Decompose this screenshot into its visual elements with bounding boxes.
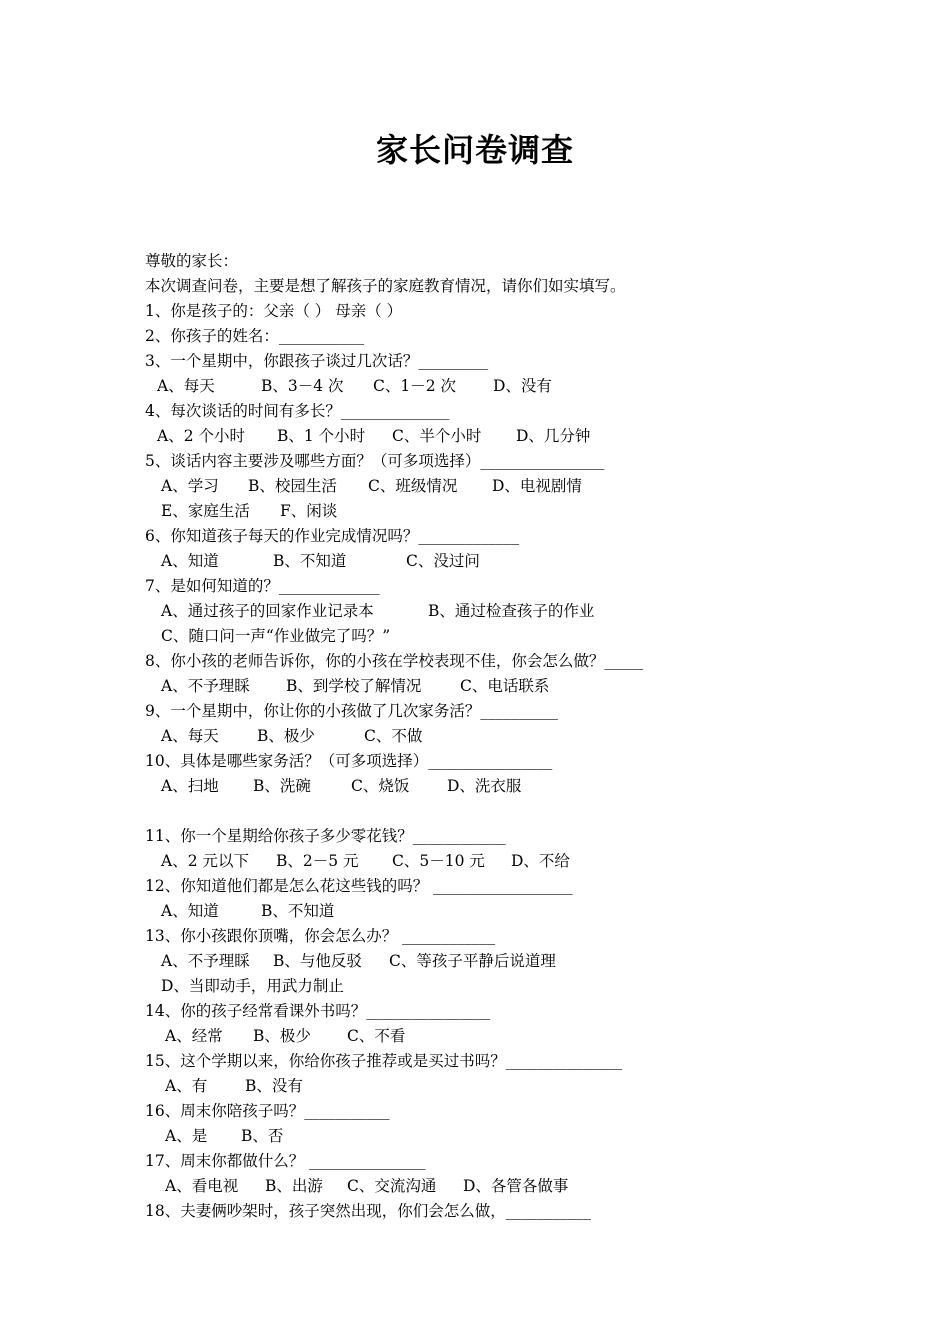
question-11: 11、你一个星期给你孩子多少零花钱？____________ <box>145 827 506 845</box>
option: B、不知道 <box>273 552 347 570</box>
question-7: 7、是如何知道的？_____________ <box>145 577 380 595</box>
option: D、当即动手，用武力制止 <box>161 977 344 995</box>
option: A、经常 <box>165 1027 223 1045</box>
question-7-options-row1 <box>145 599 845 624</box>
option: B、1 个小时 <box>277 427 366 445</box>
questionnaire <box>145 249 845 1224</box>
option: A、通过孩子的回家作业记录本 <box>161 602 374 620</box>
option: B、校园生活 <box>248 477 337 495</box>
option: C、半个小时 <box>392 427 482 445</box>
option: B、到学校了解情况 <box>286 677 422 695</box>
question-5: 5、谈话内容主要涉及哪些方面？（可多项选择）________________ <box>145 452 605 470</box>
option: E、家庭生活 <box>161 502 250 520</box>
greeting: 尊敬的家长： <box>145 252 239 270</box>
option: A、2 元以下 <box>161 852 249 870</box>
option: D、不给 <box>511 852 570 870</box>
question-12: 12、你知道他们都是怎么花这些钱的吗？ __________________ <box>145 877 573 895</box>
question-6-options <box>145 549 845 574</box>
option: C、班级情况 <box>368 477 458 495</box>
question-17: 17、周末你都做什么？ _______________ <box>145 1152 426 1170</box>
option: A、知道 <box>161 552 219 570</box>
question-15-options <box>145 1074 845 1099</box>
question-14: 14、你的孩子经常看课外书吗？________________ <box>145 1002 491 1020</box>
question-8: 8、你小孩的老师告诉你，你的小孩在学校表现不佳，你会怎么做？_____ <box>145 652 644 670</box>
option: B、没有 <box>245 1077 303 1095</box>
question-4: 4、每次谈话的时间有多长？______________ <box>145 402 450 420</box>
question-14-options <box>145 1024 845 1049</box>
question-10: 10、具体是哪些家务活？（可多项选择）________________ <box>145 752 553 770</box>
option: D、洗衣服 <box>447 777 522 795</box>
option: A、不予理睬 <box>161 952 250 970</box>
option: A、是 <box>165 1127 208 1145</box>
question-10-options <box>145 774 845 799</box>
question-13: 13、你小孩跟你顶嘴，你会怎么办？ ____________ <box>145 927 496 945</box>
option: D、各管各做事 <box>463 1177 569 1195</box>
option: A、扫地 <box>161 777 219 795</box>
option: C、5－10 元 <box>392 852 485 870</box>
question-5-options-row2 <box>145 499 845 524</box>
option: A、2 个小时 <box>157 427 245 445</box>
option: A、不予理睬 <box>161 677 250 695</box>
option: C、电话联系 <box>460 677 550 695</box>
question-3-options <box>145 374 845 399</box>
question-3: 3、一个星期中，你跟孩子谈过几次话？_________ <box>145 352 489 370</box>
option: F、闲谈 <box>280 502 338 520</box>
option: B、极少 <box>253 1027 311 1045</box>
question-9-options <box>145 724 845 749</box>
option: A、看电视 <box>165 1177 239 1195</box>
question-17-options <box>145 1174 845 1199</box>
option: B、与他反驳 <box>273 952 362 970</box>
option: C、1－2 次 <box>373 377 457 395</box>
option: C、交流沟通 <box>347 1177 437 1195</box>
question-18: 18、夫妻俩吵架时，孩子突然出现，你们会怎么做，___________ <box>145 1202 591 1220</box>
option: B、3－4 次 <box>261 377 344 395</box>
question-6: 6、你知道孩子每天的作业完成情况吗？_____________ <box>145 527 520 545</box>
question-13-options-row2 <box>145 974 845 999</box>
option: B、通过检查孩子的作业 <box>428 602 595 620</box>
option: C、等孩子平静后说道理 <box>389 952 556 970</box>
option: D、几分钟 <box>516 427 591 445</box>
question-12-options <box>145 899 845 924</box>
option: B、出游 <box>265 1177 323 1195</box>
option: A、每天 <box>161 727 219 745</box>
option: C、不做 <box>364 727 423 745</box>
option: B、不知道 <box>261 902 335 920</box>
option: B、洗碗 <box>253 777 311 795</box>
question-4-options <box>145 424 845 449</box>
question-15: 15、这个学期以来，你给你孩子推荐或是买过书吗？_______________ <box>145 1052 622 1070</box>
option: C、没过问 <box>406 552 480 570</box>
intro-text: 本次调查问卷，主要是想了解孩子的家庭教育情况，请你们如实填写。 <box>145 277 626 295</box>
page-title: 家长问卷调查 <box>375 131 574 169</box>
option: B、2－5 元 <box>276 852 359 870</box>
option: D、没有 <box>493 377 552 395</box>
option: C、不看 <box>347 1027 406 1045</box>
option: C、烧饭 <box>351 777 410 795</box>
option: A、有 <box>165 1077 208 1095</box>
question-16: 16、周末你陪孩子吗？___________ <box>145 1102 390 1120</box>
option: B、否 <box>241 1127 284 1145</box>
question-1: 1、你是孩子的：父亲（ ） 母亲（ ） <box>145 302 403 320</box>
spacer <box>145 799 845 824</box>
question-2: 2、你孩子的姓名：___________ <box>145 327 365 345</box>
option: A、学习 <box>161 477 219 495</box>
question-11-options <box>145 849 845 874</box>
question-8-options <box>145 674 845 699</box>
option: A、每天 <box>157 377 215 395</box>
question-7-options-row2 <box>145 624 845 649</box>
question-13-options-row1 <box>145 949 845 974</box>
question-5-options-row1 <box>145 474 845 499</box>
option: D、电视剧情 <box>492 477 582 495</box>
question-9: 9、一个星期中，你让你的小孩做了几次家务活？__________ <box>145 702 558 720</box>
option: A、知道 <box>161 902 219 920</box>
option: B、极少 <box>257 727 315 745</box>
question-16-options <box>145 1124 845 1149</box>
option: C、随口问一声“作业做完了吗？” <box>161 627 391 645</box>
